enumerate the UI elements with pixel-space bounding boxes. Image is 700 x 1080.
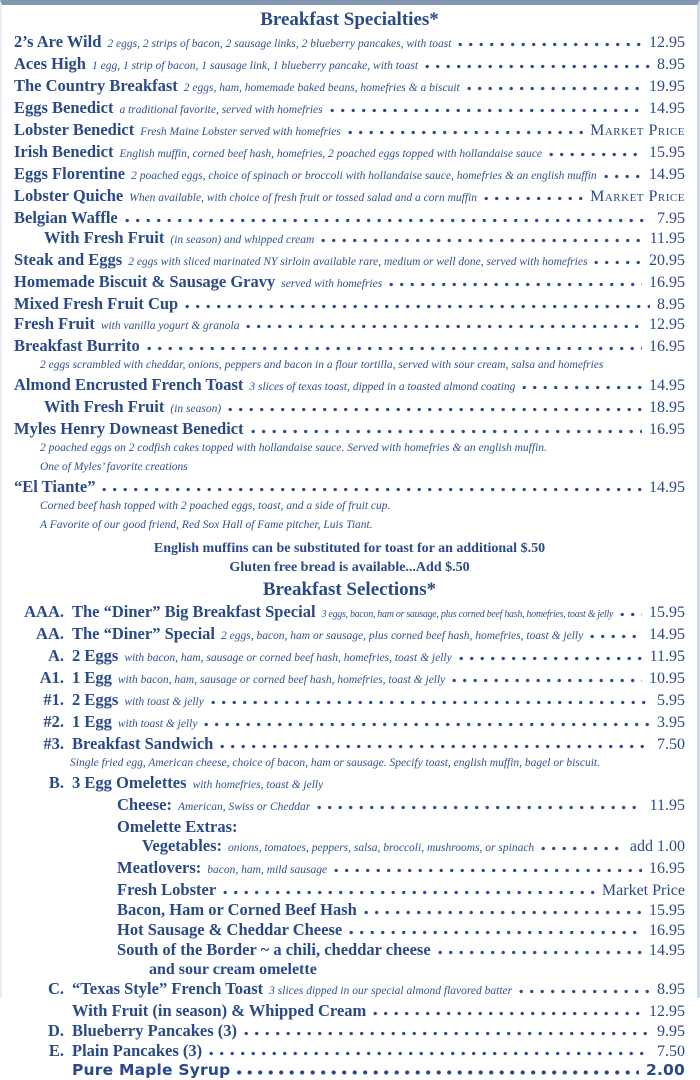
menu-item-row (14, 250, 685, 272)
item-name: Fresh Lobster (117, 880, 217, 899)
item-name: Eggs Florentine (14, 164, 126, 183)
dot-leader (425, 64, 650, 69)
dot-leader (484, 196, 583, 201)
dot-leader (228, 407, 642, 412)
item-price: 16.95 (649, 922, 685, 939)
menu-items (14, 602, 685, 1080)
item-description: 2 poached eggs, choice of spinach or broccoli with hollandaise sauce, homefries & an english muffin (131, 170, 597, 182)
dot-leader (246, 324, 642, 329)
dot-leader (594, 260, 642, 265)
item-name: Hot Sausage & Cheddar Cheese (117, 920, 343, 939)
item-name: Lobster Quiche (14, 186, 124, 205)
menu-item-row (14, 646, 685, 668)
item-prefix: E. (48, 1041, 64, 1060)
menu-notes (14, 539, 685, 577)
item-description: served with homefries (281, 278, 383, 290)
menu-item-row (14, 294, 685, 314)
item-description: 2 eggs with sliced marinated NY sirloin available rare, medium or well done, served with homefries (128, 256, 588, 268)
item-price: 14.95 (649, 479, 685, 496)
menu-item-row (14, 979, 685, 1001)
section-breakfast-specialties (14, 9, 685, 577)
menu-item-row (14, 668, 685, 690)
item-description: 2 eggs, 2 strips of bacon, 2 sausage links, 2 blueberry pancakes, with toast (107, 38, 452, 50)
item-name: With Fruit (in season) & Whipped Cream (72, 1001, 367, 1020)
item-description: 1 egg, 1 strip of bacon, 1 sausage link, 1 blueberry pancake, with toast (91, 60, 419, 72)
item-description: with homefries, toast & jelly (192, 779, 324, 791)
item-prefix: A. (47, 646, 64, 665)
item-price: 19.95 (649, 78, 685, 95)
dot-leader (522, 385, 642, 390)
dot-leader (330, 108, 642, 113)
dot-leader (102, 487, 642, 492)
dot-leader (244, 1031, 650, 1036)
item-name: Aces High (14, 54, 86, 73)
menu-item-row (117, 940, 685, 960)
dot-leader (438, 950, 642, 955)
item-price: 16.95 (649, 421, 685, 438)
item-price: 14.95 (649, 942, 685, 959)
item-description: When available, with choice of fresh fruit or tossed salad and a corn muffin (129, 192, 477, 204)
menu-item-row (117, 880, 685, 900)
item-price: 12.95 (649, 1003, 685, 1020)
section-title: Breakfast Selections* (262, 579, 437, 600)
dot-leader (237, 1070, 639, 1075)
dot-leader (549, 152, 642, 157)
menu-item-row (142, 836, 685, 858)
item-name: Vegetables: (142, 836, 223, 855)
dot-leader (590, 634, 642, 639)
item-price: 8.95 (657, 296, 685, 313)
dot-leader (204, 722, 650, 727)
item-name: 1 Egg (72, 668, 112, 687)
dot-leader (223, 890, 595, 895)
item-prefix: C. (47, 979, 64, 998)
dot-leader (604, 174, 642, 179)
item-name: Eggs Benedict (14, 98, 114, 117)
item-name: Belgian Waffle (14, 208, 118, 227)
item-name: Breakfast Sandwich (72, 734, 214, 753)
item-price: 5.95 (657, 692, 685, 709)
item-prefix: A1. (39, 668, 64, 687)
item-price: 8.95 (657, 56, 685, 73)
item-description: with bacon, ham, sausage or corned beef hash, homefries, toast & jelly (124, 652, 452, 664)
item-name: 2 Eggs (72, 690, 119, 709)
menu-item-row (117, 858, 685, 880)
item-name: Blueberry Pancakes (3) (72, 1021, 237, 1040)
item-price: 7.50 (657, 736, 685, 753)
item-subline: Single fried egg, American cheese, choice of bacon, ham or sausage. Specify toast, english muffin, bagel or biscuit. (70, 757, 600, 769)
item-name: Myles Henry Downeast Benedict (14, 419, 244, 438)
dot-leader (373, 1011, 642, 1016)
menu-item-row (44, 228, 685, 250)
dot-leader (334, 868, 642, 873)
item-description: 2 eggs, ham, homemade baked beans, homefries & a biscuit (183, 82, 460, 94)
item-description: a traditional favorite, served with homefries (119, 104, 323, 116)
dot-leader (541, 846, 623, 851)
item-name: With Fresh Fruit (44, 228, 165, 247)
menu-item-row (14, 375, 685, 397)
item-price: 2.00 (645, 1061, 685, 1079)
item-price: Market Price (601, 882, 685, 899)
item-price: 15.95 (649, 902, 685, 919)
item-price: 11.95 (649, 230, 685, 247)
menu-item-row (14, 419, 685, 439)
item-price: 10.95 (649, 670, 685, 687)
item-price: 11.95 (649, 648, 685, 665)
item-name: “El Tiante” (14, 477, 96, 496)
item-price: 16.95 (649, 338, 685, 355)
dot-leader (125, 218, 650, 223)
menu-item-row (14, 477, 685, 497)
item-price: Market Price (590, 188, 685, 205)
menu-item-row (14, 142, 685, 164)
item-name: 2’s Are Wild (14, 32, 102, 51)
item-price: 18.95 (649, 399, 685, 416)
menu-item-row (14, 164, 685, 186)
item-subline: 2 eggs scrambled with cheddar, onions, peppers and bacon in a flour tortilla, served with sour cream, salsa and homefries (40, 359, 604, 371)
item-name: 2 Eggs (72, 646, 119, 665)
item-subline: One of Myles’ favorite creations (40, 461, 188, 473)
item-name: South of the Border ~ a chili, cheddar cheese (117, 940, 431, 959)
item-subline: A Favorite of our good friend, Red Sox Hall of Fame pitcher, Luis Tiant. (40, 519, 373, 531)
dot-leader (364, 910, 642, 915)
item-description: with toast & jelly (117, 718, 198, 730)
menu-item-row (72, 1001, 685, 1021)
item-name: The Country Breakfast (14, 76, 178, 95)
item-name: “Texas Style” French Toast (72, 979, 264, 998)
menu-item-row (14, 602, 685, 624)
menu-item-row (14, 624, 685, 646)
item-price: 7.50 (657, 1043, 685, 1060)
item-price: 11.95 (649, 797, 685, 814)
item-name: 3 Egg Omelettes (72, 773, 187, 792)
menu-item-row (117, 900, 685, 920)
item-subline: Corned beef hash topped with 2 poached eggs, toast, and a side of fruit cup. (40, 500, 391, 512)
dot-leader (209, 1051, 650, 1056)
menu-item-row (14, 1021, 685, 1041)
item-name: Plain Pancakes (3) (72, 1041, 203, 1060)
dot-leader (389, 282, 642, 287)
menu-item-row (14, 690, 685, 712)
item-prefix: #1. (43, 690, 64, 709)
item-description: English muffin, corned beef hash, homefries, 2 poached eggs topped with hollandaise sauce (119, 148, 543, 160)
item-name: The “Diner” Special (72, 624, 215, 643)
item-price: 7.95 (657, 210, 685, 227)
item-name: Bacon, Ham or Corned Beef Hash (117, 900, 357, 919)
dot-leader (452, 678, 642, 683)
item-description: bacon, ham, mild sausage (207, 864, 328, 876)
menu-item-row (14, 98, 685, 120)
dot-leader (467, 86, 642, 91)
dot-leader (519, 989, 650, 994)
menu-item-row (44, 397, 685, 419)
item-name: Mixed Fresh Fruit Cup (14, 294, 179, 313)
menu-items (14, 32, 685, 535)
item-price: 12.95 (649, 316, 685, 333)
menu-item-row (14, 32, 685, 54)
dot-leader (317, 805, 642, 810)
item-name: 1 Egg (72, 712, 112, 731)
note-english-muffins: English muffins can be substituted for toast for an additional $.50 (153, 541, 546, 556)
item-price: 14.95 (649, 626, 685, 643)
item-name: Breakfast Burrito (14, 336, 140, 355)
item-price: 15.95 (649, 604, 685, 621)
item-price: 8.95 (657, 981, 685, 998)
item-prefix: D. (47, 1021, 64, 1040)
item-name: Homemade Biscuit & Sausage Gravy (14, 272, 276, 291)
item-description: 3 eggs, bacon, ham or sausage, plus corned beef hash, homefries, toast & jelly (321, 609, 614, 620)
dot-leader (620, 612, 642, 617)
item-prefix: #3. (43, 734, 64, 753)
item-subline: 2 poached eggs on 2 codfish cakes topped with hollandaise sauce. Served with homefries & an english muffin. (40, 442, 547, 454)
menu-item-row (14, 336, 685, 356)
item-description: American, Swiss or Cheddar (177, 801, 311, 813)
dot-leader (185, 304, 650, 309)
item-description: Fresh Maine Lobster served with homefries (140, 126, 341, 138)
item-description: with toast & jelly (124, 696, 204, 708)
menu-item-row (117, 795, 685, 817)
item-name: Almond Encrusted French Toast (14, 375, 244, 394)
menu-item-row (14, 1041, 685, 1061)
item-name: Fresh Fruit (14, 314, 95, 333)
item-description: (in season) (170, 403, 222, 415)
menu-item-row (14, 773, 685, 795)
menu-item-row (14, 76, 685, 98)
menu-item-row (14, 734, 685, 754)
dot-leader (348, 130, 583, 135)
item-price: 15.95 (649, 144, 685, 161)
item-name: Irish Benedict (14, 142, 114, 161)
item-price: add 1.00 (629, 838, 685, 855)
item-name: The “Diner” Big Breakfast Special (72, 602, 316, 621)
item-description: onions, tomatoes, peppers, salsa, broccoli, mushrooms, or spinach (228, 842, 535, 854)
menu-item-row (117, 920, 685, 940)
item-price: 16.95 (649, 860, 685, 877)
section-breakfast-selections (14, 579, 685, 1080)
dot-leader (147, 346, 642, 351)
item-name: With Fresh Fruit (44, 397, 165, 416)
item-name: Pure Maple Syrup (72, 1061, 231, 1079)
menu-item-row (14, 272, 685, 294)
item-price: 16.95 (649, 274, 685, 291)
item-name: Meatlovers: (117, 858, 202, 877)
section-title: Breakfast Specialties* (260, 9, 439, 30)
item-name: Lobster Benedict (14, 120, 135, 139)
menu-item-row (14, 208, 685, 228)
menu-item-row (14, 186, 685, 208)
item-description: with vanilla yogurt & granola (100, 320, 240, 332)
item-price: 3.95 (657, 714, 685, 731)
item-subline: and sour cream omelette (149, 961, 317, 978)
item-prefix: #2. (43, 712, 64, 731)
dot-leader (220, 744, 650, 749)
item-price: Market Price (590, 122, 685, 139)
item-price: 14.95 (649, 100, 685, 117)
note-gluten-free: Gluten free bread is available...Add $.50 (229, 560, 470, 575)
item-price: 20.95 (649, 252, 685, 269)
menu-item-row (14, 120, 685, 142)
item-price: 14.95 (649, 377, 685, 394)
item-description: (in season) and whipped cream (170, 234, 315, 246)
menu-item-row (72, 1061, 685, 1080)
dot-leader (321, 238, 642, 243)
item-prefix: AA. (36, 624, 64, 643)
item-name: Cheese: (117, 795, 172, 814)
item-prefix: B. (48, 773, 64, 792)
dot-leader (349, 930, 642, 935)
item-description: 3 slices dipped in our special almond flavored batter (269, 985, 513, 997)
item-description: 3 slices of texas toast, dipped in a toasted almond coating (249, 381, 516, 393)
item-price: 12.95 (649, 34, 685, 51)
menu-item-row (14, 712, 685, 734)
dot-leader (458, 42, 642, 47)
dot-leader (251, 429, 642, 434)
menu-item-row (117, 817, 685, 836)
menu-item-row (14, 54, 685, 76)
item-description: 2 eggs, bacon, ham or sausage, plus corned beef hash, homefries, toast & jelly (221, 630, 584, 642)
item-price: 14.95 (649, 166, 685, 183)
menu-item-row (14, 314, 685, 336)
dot-leader (211, 700, 650, 705)
item-description: with bacon, ham, sausage or corned beef hash, homefries, toast & jelly (117, 674, 446, 686)
item-name: Omelette Extras: (117, 817, 238, 836)
item-name: Steak and Eggs (14, 250, 123, 269)
item-price: 9.95 (657, 1023, 685, 1040)
dot-leader (459, 656, 643, 661)
item-prefix: AAA. (24, 602, 64, 621)
